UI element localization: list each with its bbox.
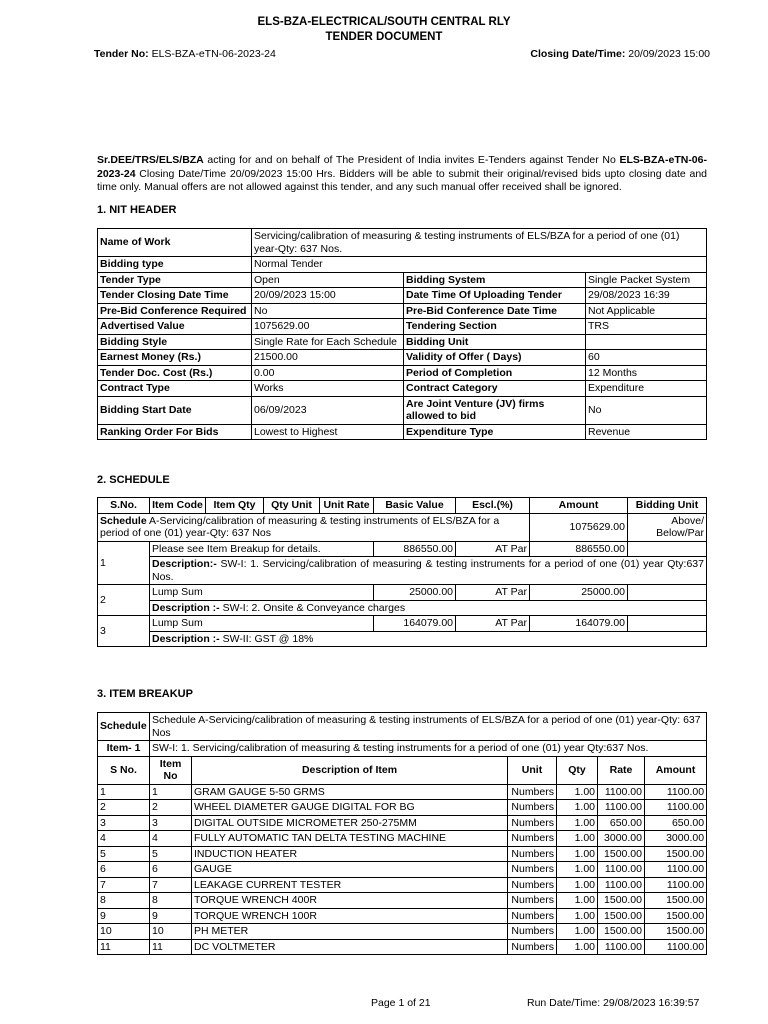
nit-label: Bidding Start Date	[98, 396, 252, 424]
breakup-unit: Numbers	[508, 846, 557, 862]
nit-label: Contract Type	[98, 381, 252, 397]
nit-value	[586, 334, 707, 350]
run-datetime: Run Date/Time: 29/08/2023 16:39:57	[527, 997, 700, 1009]
breakup-col-header: Unit	[508, 756, 557, 784]
breakup-qty: 1.00	[557, 939, 598, 955]
nit-label: Contract Category	[404, 381, 586, 397]
nit-row	[98, 396, 707, 424]
breakup-amount: 1100.00	[645, 800, 707, 816]
breakup-rate: 1100.00	[598, 800, 645, 816]
schedule-a-text: A-Servicing/calibration of measuring & testing instruments of ELS/BZA for a period of one (01) year-Qty: 637 Nos	[100, 514, 500, 539]
schedule-title: 2. SCHEDULE	[97, 474, 170, 486]
schedule-item-row	[98, 616, 707, 632]
nit-value: 21500.00	[252, 350, 404, 366]
breakup-sno: 9	[98, 908, 150, 924]
nit-value: 06/09/2023	[252, 396, 404, 424]
schedule-col-header: Qty Unit	[264, 498, 320, 514]
nit-value: 60	[586, 350, 707, 366]
schedule-item-desc-row	[98, 631, 707, 647]
breakup-sno: 11	[98, 939, 150, 955]
breakup-item-label: Item- 1	[98, 741, 150, 757]
breakup-item-no: 8	[150, 893, 192, 909]
schedule-item-basic: 164079.00	[374, 616, 456, 632]
breakup-col-header: S No.	[98, 756, 150, 784]
schedule-col-header: Bidding Unit	[628, 498, 707, 514]
breakup-row	[98, 877, 707, 893]
breakup-amount: 1100.00	[645, 877, 707, 893]
schedule-col-header: Amount	[530, 498, 628, 514]
tender-no-label: Tender No:	[94, 48, 149, 60]
item-breakup-table	[97, 712, 707, 955]
breakup-row	[98, 893, 707, 909]
nit-row-bidding-type	[98, 257, 707, 273]
breakup-sno: 3	[98, 815, 150, 831]
breakup-description: TORQUE WRENCH 400R	[192, 893, 508, 909]
nit-row	[98, 381, 707, 397]
nit-header-title: 1. NIT HEADER	[97, 204, 177, 216]
nit-value: Works	[252, 381, 404, 397]
nit-row-name-of-work	[98, 229, 707, 257]
nit-value: Single Rate for Each Schedule	[252, 334, 404, 350]
nit-label: Tender Doc. Cost (Rs.)	[98, 365, 252, 381]
breakup-sno: 5	[98, 846, 150, 862]
schedule-item-basic: 886550.00	[374, 541, 456, 557]
schedule-item-row	[98, 585, 707, 601]
nit-label: Ranking Order For Bids	[98, 424, 252, 440]
breakup-rate: 3000.00	[598, 831, 645, 847]
breakup-amount: 1500.00	[645, 924, 707, 940]
nit-label: Advertised Value	[98, 319, 252, 335]
schedule-item-desc-row	[98, 557, 707, 585]
schedule-item-amount: 886550.00	[530, 541, 628, 557]
nit-value: No	[252, 303, 404, 319]
breakup-description: WHEEL DIAMETER GAUGE DIGITAL FOR BG	[192, 800, 508, 816]
schedule-col-header: S.No.	[98, 498, 150, 514]
nit-row	[98, 424, 707, 440]
breakup-qty: 1.00	[557, 784, 598, 800]
nit-row	[98, 303, 707, 319]
breakup-amount: 1100.00	[645, 862, 707, 878]
schedule-item-desc-label: Description :-	[152, 632, 220, 645]
breakup-unit: Numbers	[508, 800, 557, 816]
breakup-amount: 1500.00	[645, 893, 707, 909]
nit-value: Expenditure	[586, 381, 707, 397]
breakup-qty: 1.00	[557, 893, 598, 909]
schedule-item-desc-text: SW-II: GST @ 18%	[219, 632, 314, 645]
schedule-item-desc-row	[98, 600, 707, 616]
bidding-type-value: Normal Tender	[252, 257, 707, 273]
schedule-item-row	[98, 541, 707, 557]
intro-paragraph	[97, 154, 707, 195]
breakup-schedule-label: Schedule	[98, 713, 150, 741]
schedule-item-unit	[628, 585, 707, 601]
breakup-item-no: 11	[150, 939, 192, 955]
nit-row	[98, 288, 707, 304]
breakup-header-row	[98, 756, 707, 784]
breakup-description: INDUCTION HEATER	[192, 846, 508, 862]
schedule-item-desc-label: Description:-	[152, 558, 217, 570]
schedule-col-header: Basic Value	[374, 498, 456, 514]
nit-value: Single Packet System	[586, 272, 707, 288]
tender-info-line	[94, 48, 710, 60]
breakup-description: GRAM GAUGE 5-50 GRMS	[192, 784, 508, 800]
breakup-unit: Numbers	[508, 784, 557, 800]
schedule-item-escl: AT Par	[456, 541, 530, 557]
breakup-rate: 1100.00	[598, 877, 645, 893]
nit-label: Bidding Style	[98, 334, 252, 350]
nit-label: Period of Completion	[404, 365, 586, 381]
schedule-col-header: Item Code	[150, 498, 206, 514]
breakup-item-no: 9	[150, 908, 192, 924]
breakup-unit: Numbers	[508, 924, 557, 940]
breakup-row	[98, 784, 707, 800]
breakup-schedule-text: Schedule A-Servicing/calibration of measuring & testing instruments of ELS/BZA for a period of one (01) year-Qty: 637 Nos	[150, 713, 707, 741]
nit-label: Pre-Bid Conference Date Time	[404, 303, 586, 319]
nit-label: Bidding Unit	[404, 334, 586, 350]
nit-label: Earnest Money (Rs.)	[98, 350, 252, 366]
schedule-item-escl: AT Par	[456, 616, 530, 632]
breakup-unit: Numbers	[508, 831, 557, 847]
schedule-item-sno: 2	[98, 585, 150, 616]
nit-value: 1075629.00	[252, 319, 404, 335]
closing-value: 20/09/2023 15:00	[628, 48, 710, 60]
breakup-sno: 8	[98, 893, 150, 909]
breakup-row	[98, 800, 707, 816]
schedule-a-amount: 1075629.00	[530, 513, 628, 541]
breakup-unit: Numbers	[508, 939, 557, 955]
intro-tender-ref: ELS-BZA-eTN-06-2023-24	[97, 154, 707, 180]
breakup-qty: 1.00	[557, 908, 598, 924]
breakup-row	[98, 939, 707, 955]
nit-label: Are Joint Venture (JV) firms allowed to bid	[404, 396, 586, 424]
breakup-schedule-row	[98, 713, 707, 741]
nit-label: Validity of Offer ( Days)	[404, 350, 586, 366]
breakup-description: DC VOLTMETER	[192, 939, 508, 955]
schedule-item-code: Lump Sum	[150, 585, 374, 601]
schedule-a-row	[98, 513, 707, 541]
breakup-rate: 1100.00	[598, 784, 645, 800]
schedule-item-amount: 25000.00	[530, 585, 628, 601]
org-title: ELS-BZA-ELECTRICAL/SOUTH CENTRAL RLY	[257, 16, 511, 28]
breakup-amount: 1100.00	[645, 939, 707, 955]
schedule-col-header: Unit Rate	[320, 498, 374, 514]
schedule-header-row	[98, 498, 707, 514]
breakup-col-header: Qty	[557, 756, 598, 784]
nit-label: Pre-Bid Conference Required	[98, 303, 252, 319]
schedule-a-cell	[98, 513, 530, 541]
breakup-qty: 1.00	[557, 800, 598, 816]
breakup-item-no: 7	[150, 877, 192, 893]
breakup-row	[98, 815, 707, 831]
breakup-sno: 4	[98, 831, 150, 847]
item-breakup-title: 3. ITEM BREAKUP	[97, 688, 193, 700]
name-of-work-value: Servicing/calibration of measuring & testing instruments of ELS/BZA for a period of one (01) year-Qty: 637 Nos.	[252, 229, 707, 257]
intro-text-1: acting for and on behalf of The President of India invites E-Tenders against Tender No	[203, 154, 620, 166]
breakup-row	[98, 831, 707, 847]
schedule-item-code: Please see Item Breakup for details.	[150, 541, 374, 557]
document-title: TENDER DOCUMENT	[325, 31, 443, 43]
breakup-rate: 650.00	[598, 815, 645, 831]
breakup-unit: Numbers	[508, 893, 557, 909]
schedule-item-desc-text: SW-I: 1. Servicing/calibration of measuring & testing instruments for a period of one (01) year Qty:637 Nos.	[152, 558, 704, 583]
nit-row	[98, 272, 707, 288]
breakup-sno: 6	[98, 862, 150, 878]
breakup-qty: 1.00	[557, 862, 598, 878]
schedule-item-desc	[150, 557, 707, 585]
breakup-amount: 1500.00	[645, 908, 707, 924]
nit-value: Lowest to Highest	[252, 424, 404, 440]
breakup-item-no: 10	[150, 924, 192, 940]
breakup-qty: 1.00	[557, 846, 598, 862]
breakup-row	[98, 862, 707, 878]
breakup-description: GAUGE	[192, 862, 508, 878]
breakup-row	[98, 908, 707, 924]
issuer: Sr.DEE/TRS/ELS/BZA	[97, 154, 204, 166]
page-number: Page 1 of 21	[371, 997, 431, 1009]
nit-row	[98, 350, 707, 366]
nit-value: Open	[252, 272, 404, 288]
breakup-rate: 1500.00	[598, 846, 645, 862]
breakup-item-text: SW-I: 1. Servicing/calibration of measuring & testing instruments for a period of one (01) year Qty:637 Nos.	[150, 741, 707, 757]
breakup-sno: 1	[98, 784, 150, 800]
closing-date	[530, 48, 710, 60]
breakup-unit: Numbers	[508, 877, 557, 893]
breakup-item-row	[98, 741, 707, 757]
breakup-qty: 1.00	[557, 877, 598, 893]
breakup-item-no: 5	[150, 846, 192, 862]
schedule-item-code: Lump Sum	[150, 616, 374, 632]
nit-value: 20/09/2023 15:00	[252, 288, 404, 304]
nit-value: No	[586, 396, 707, 424]
schedule-item-desc	[150, 631, 707, 647]
schedule-col-header: Item Qty	[206, 498, 264, 514]
breakup-rate: 1500.00	[598, 908, 645, 924]
closing-label: Closing Date/Time:	[530, 48, 626, 60]
bidding-type-label: Bidding type	[98, 257, 252, 273]
breakup-row	[98, 846, 707, 862]
breakup-col-header: Description of Item	[192, 756, 508, 784]
breakup-sno: 10	[98, 924, 150, 940]
name-of-work-label: Name of Work	[98, 229, 252, 257]
breakup-description: DIGITAL OUTSIDE MICROMETER 250-275MM	[192, 815, 508, 831]
schedule-a-label: Schedule	[100, 514, 147, 527]
nit-value: TRS	[586, 319, 707, 335]
nit-value: Not Applicable	[586, 303, 707, 319]
breakup-rate: 1500.00	[598, 893, 645, 909]
breakup-item-no: 1	[150, 784, 192, 800]
breakup-qty: 1.00	[557, 924, 598, 940]
breakup-description: TORQUE WRENCH 100R	[192, 908, 508, 924]
nit-row	[98, 334, 707, 350]
breakup-col-header: Rate	[598, 756, 645, 784]
nit-value: Revenue	[586, 424, 707, 440]
breakup-item-no: 6	[150, 862, 192, 878]
breakup-sno: 2	[98, 800, 150, 816]
breakup-rate: 1100.00	[598, 939, 645, 955]
breakup-unit: Numbers	[508, 862, 557, 878]
schedule-item-amount: 164079.00	[530, 616, 628, 632]
breakup-unit: Numbers	[508, 815, 557, 831]
nit-label: Bidding System	[404, 272, 586, 288]
breakup-description: PH METER	[192, 924, 508, 940]
schedule-item-desc-text: SW-I: 2. Onsite & Conveyance charges	[219, 601, 406, 614]
breakup-amount: 650.00	[645, 815, 707, 831]
breakup-row	[98, 924, 707, 940]
nit-row	[98, 365, 707, 381]
breakup-rate: 1100.00	[598, 862, 645, 878]
schedule-item-unit	[628, 541, 707, 557]
breakup-amount: 1100.00	[645, 784, 707, 800]
breakup-amount: 3000.00	[645, 831, 707, 847]
breakup-sno: 7	[98, 877, 150, 893]
nit-label: Expenditure Type	[404, 424, 586, 440]
nit-label: Date Time Of Uploading Tender	[404, 288, 586, 304]
schedule-item-unit	[628, 616, 707, 632]
nit-header-table	[97, 228, 707, 440]
nit-row	[98, 319, 707, 335]
breakup-qty: 1.00	[557, 831, 598, 847]
nit-value: 0.00	[252, 365, 404, 381]
schedule-item-sno: 3	[98, 616, 150, 647]
intro-text-2: Closing Date/Time 20/09/2023 15:00 Hrs. Bidders will be able to submit their original/revised bids upto closing date and time only. Manual offers are not allowed against this tender, and any such manual offer received shall be ignored.	[97, 167, 707, 193]
schedule-col-header: Escl.(%)	[456, 498, 530, 514]
nit-value: 12 Months	[586, 365, 707, 381]
breakup-qty: 1.00	[557, 815, 598, 831]
breakup-item-no: 3	[150, 815, 192, 831]
schedule-item-sno: 1	[98, 541, 150, 585]
schedule-item-desc-label: Description :-	[152, 601, 220, 614]
breakup-description: LEAKAGE CURRENT TESTER	[192, 877, 508, 893]
breakup-amount: 1500.00	[645, 846, 707, 862]
breakup-rate: 1500.00	[598, 924, 645, 940]
schedule-item-basic: 25000.00	[374, 585, 456, 601]
schedule-table	[97, 497, 707, 647]
breakup-col-header: Item No	[150, 756, 192, 784]
tender-no-value: ELS-BZA-eTN-06-2023-24	[151, 48, 276, 60]
breakup-unit: Numbers	[508, 908, 557, 924]
nit-label: Tender Type	[98, 272, 252, 288]
breakup-col-header: Amount	[645, 756, 707, 784]
schedule-item-desc	[150, 600, 707, 616]
nit-label: Tendering Section	[404, 319, 586, 335]
schedule-item-escl: AT Par	[456, 585, 530, 601]
nit-label: Tender Closing Date Time	[98, 288, 252, 304]
breakup-description: FULLY AUTOMATIC TAN DELTA TESTING MACHINE	[192, 831, 508, 847]
breakup-item-no: 4	[150, 831, 192, 847]
breakup-item-no: 2	[150, 800, 192, 816]
nit-value: 29/08/2023 16:39	[586, 288, 707, 304]
schedule-a-bidding-unit: Above/ Below/Par	[628, 513, 707, 541]
